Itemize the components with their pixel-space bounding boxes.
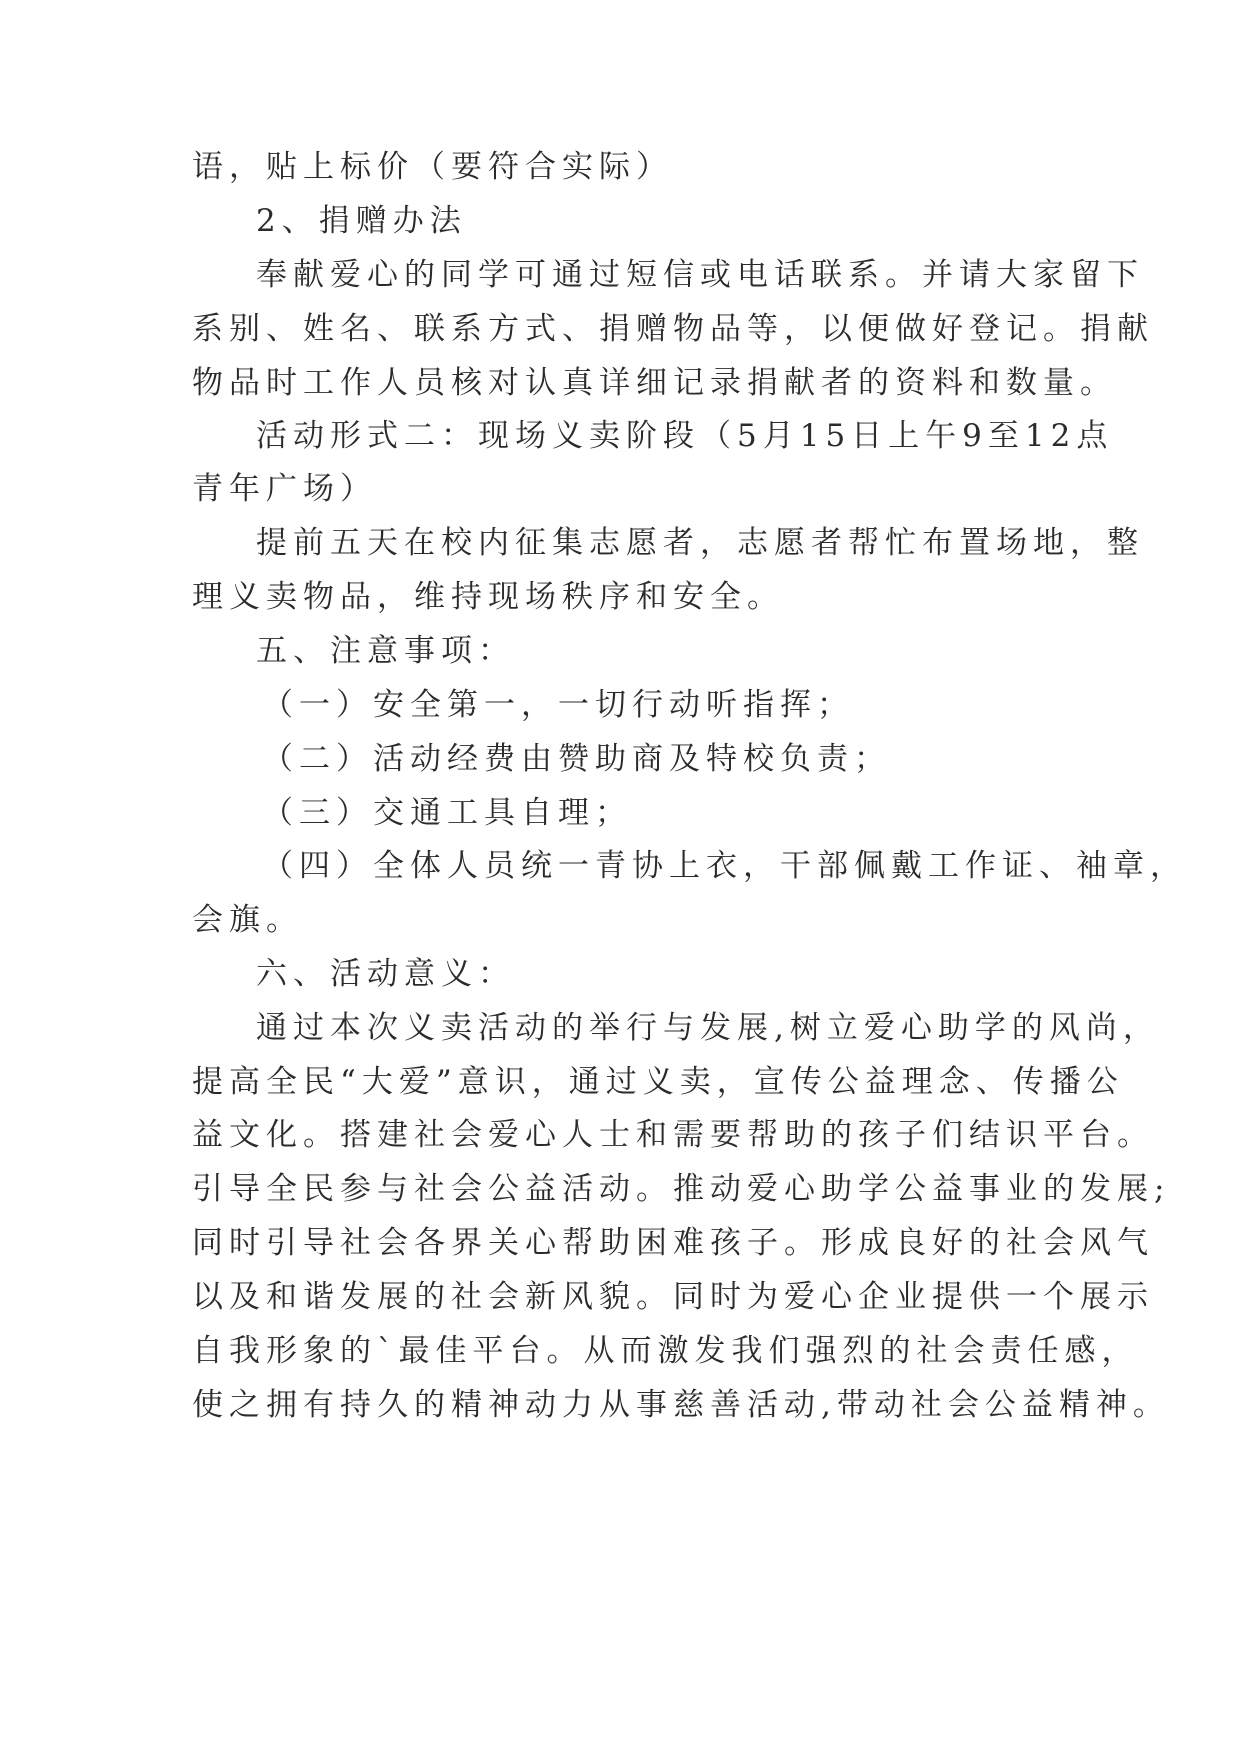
- section-heading: 五、注意事项：: [256, 633, 515, 669]
- text-line: 自我形象的`最佳平台。从而激发我们强烈的社会责任感，: [192, 1333, 1139, 1369]
- text-line: 以及和谐发展的社会新风貌。同时为爱心企业提供一个展示: [192, 1279, 1154, 1315]
- text-line: 活动形式二：现场义卖阶段（5月15日上午9至12点: [256, 418, 1114, 454]
- text-line: 提前五天在校内征集志愿者，志愿者帮忙布置场地，整: [256, 525, 1144, 561]
- text-line: 提高全民“大爱”意识，通过义卖，宣传公益理念、传播公: [192, 1064, 1124, 1100]
- text-line: 同时引导社会各界关心帮助困难孩子。形成良好的社会风气: [192, 1225, 1154, 1261]
- text-line: 物品时工作人员核对认真详细记录捐献者的资料和数量。: [192, 365, 1117, 401]
- list-item: （四）全体人员统一青协上衣，干部佩戴工作证、袖章，: [262, 848, 1187, 884]
- text-line: 会旗。: [192, 902, 303, 938]
- text-line: 语，贴上标价（要符合实际）: [192, 149, 673, 185]
- text-line: 使之拥有持久的精神动力从事慈善活动,带动社会公益精神。: [192, 1387, 1170, 1423]
- list-item: （三）交通工具自理；: [262, 795, 632, 831]
- list-item: （一）安全第一，一切行动听指挥；: [262, 687, 854, 723]
- text-line: 益文化。搭建社会爱心人士和需要帮助的孩子们结识平台。: [192, 1117, 1154, 1153]
- text-line: 理义卖物品，维持现场秩序和安全。: [192, 579, 784, 615]
- list-item: （二）活动经费由赞助商及特校负责；: [262, 741, 891, 777]
- text-line: 青年广场）: [192, 471, 377, 507]
- text-line: 奉献爱心的同学可通过短信或电话联系。并请大家留下: [256, 257, 1144, 293]
- section-heading: 六、活动意义：: [256, 956, 515, 992]
- text-line: 通过本次义卖活动的举行与发展,树立爱心助学的风尚，: [256, 1010, 1160, 1046]
- text-line: 系别、姓名、联系方式、捐赠物品等，以便做好登记。捐献: [192, 311, 1154, 347]
- section-heading: 2、捐赠办法: [256, 203, 467, 239]
- text-line: 引导全民参与社会公益活动。推动爱心助学公益事业的发展;: [192, 1171, 1171, 1207]
